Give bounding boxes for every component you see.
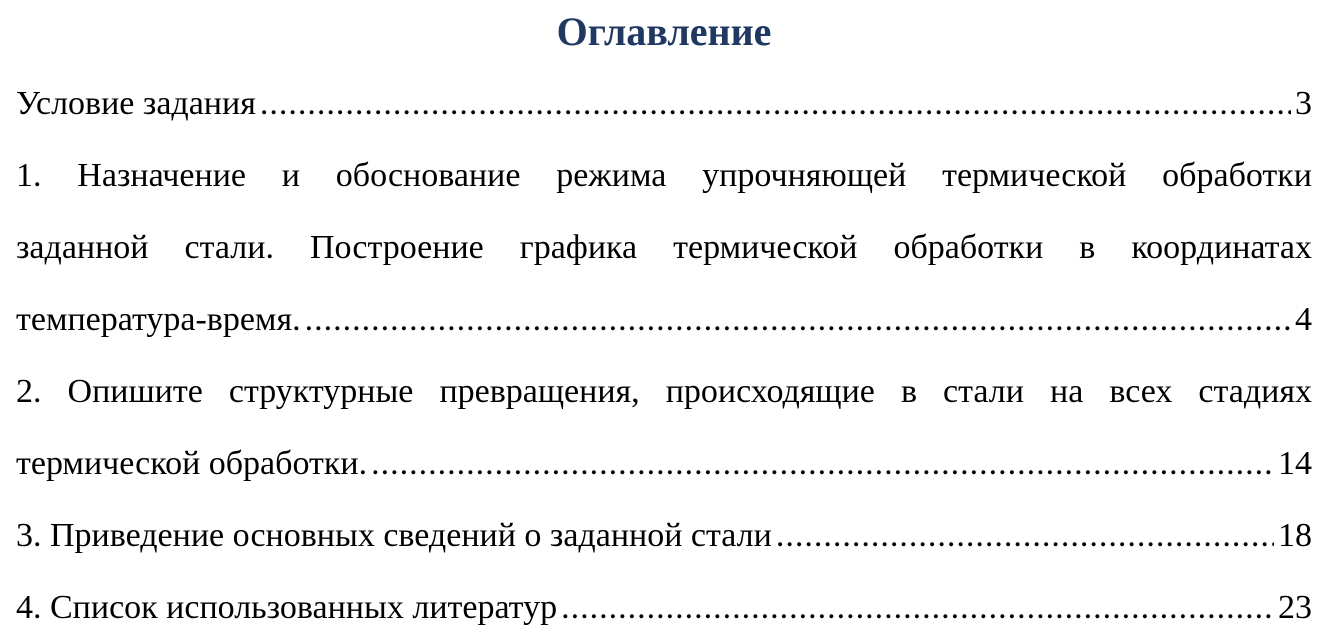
toc-entry-text: 3. Приведение основных сведений о заданной стали <box>16 517 772 554</box>
toc-dot-leader <box>776 500 1274 572</box>
toc-entry-references[interactable] <box>16 572 1312 644</box>
toc-page-number: 14 <box>1278 445 1312 482</box>
toc-page-number: 18 <box>1278 517 1312 554</box>
toc-entry-last-line <box>16 572 1312 644</box>
toc-entry-line: 2. Опишите структурные превращения, происходящие в стали на всех стадиях <box>16 373 1312 410</box>
toc-entry-conditions[interactable] <box>16 68 1312 140</box>
toc-dot-leader <box>305 284 1291 356</box>
toc-dot-leader <box>371 428 1274 500</box>
toc-entry-heat-treatment[interactable] <box>16 140 1312 356</box>
toc-entry-last-line <box>16 500 1312 572</box>
toc-entry-steel-info[interactable] <box>16 500 1312 572</box>
toc-entry-text: температура-время. <box>16 301 301 338</box>
toc-entry-last-line <box>16 428 1312 500</box>
toc-page-number: 23 <box>1278 589 1312 626</box>
toc-entry-text: Условие задания <box>16 85 256 122</box>
toc-title: Оглавление <box>556 9 772 54</box>
toc-entry-line: 1. Назначение и обоснование режима упрочняющей термической обработки <box>16 157 1312 194</box>
toc-dot-leader <box>260 68 1291 140</box>
toc-entry-text: термической обработки. <box>16 445 368 482</box>
toc-entry-structural-transformations[interactable] <box>16 356 1312 500</box>
toc-entry-text: 4. Список использованных литератур <box>16 589 558 626</box>
toc-entry-last-line <box>16 68 1312 140</box>
toc-dot-leader <box>561 572 1274 644</box>
toc-page-number: 4 <box>1295 301 1312 338</box>
toc-entry-line: заданной стали. Построение графика термической обработки в координатах <box>16 229 1312 266</box>
toc-entry-last-line <box>16 284 1312 356</box>
toc-page-number: 3 <box>1295 85 1312 122</box>
